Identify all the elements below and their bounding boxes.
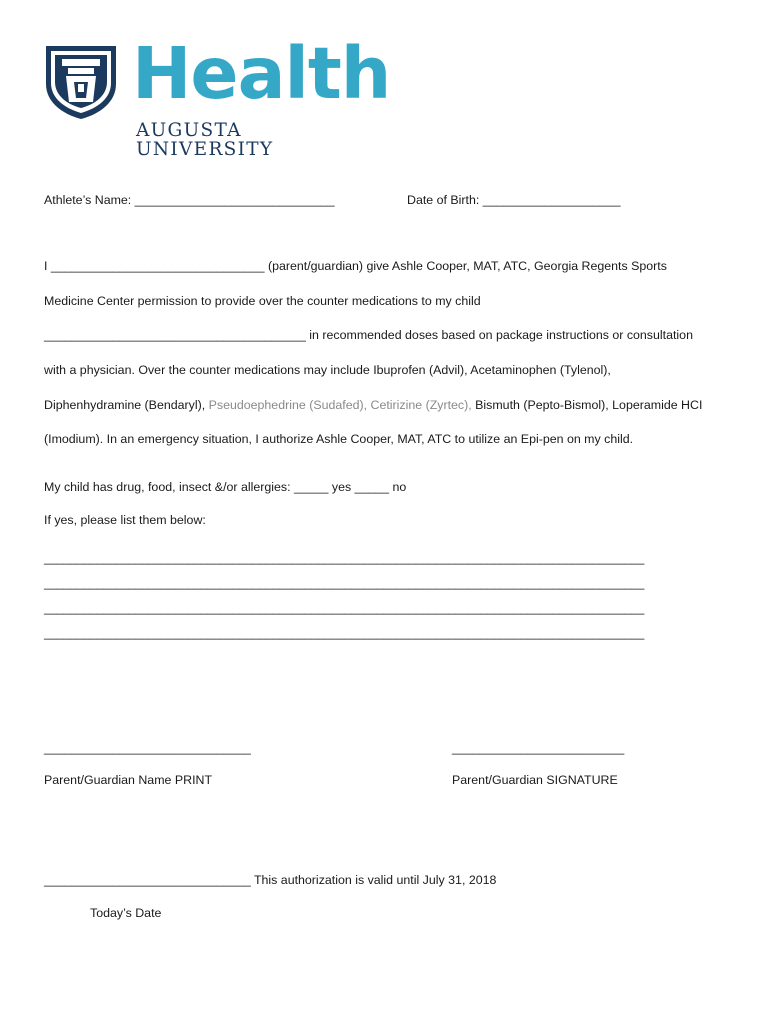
allergies-question[interactable]: My child has drug, food, insect &/or allergies: _____ yes _____ no (44, 480, 407, 494)
consent-line-4: with a physician. Over the counter medications may include Ibuprofen (Advil), Acetaminophen (Tylenol), (44, 363, 611, 377)
allergy-lines[interactable] (44, 546, 644, 646)
consent-line-2: Medicine Center permission to provide over the counter medications to my child (44, 294, 481, 308)
allergy-line[interactable]: ____________________________________________________________________________________________ (44, 601, 645, 615)
parent-print-label: Parent/Guardian Name PRINT (44, 773, 213, 787)
parent-signature-label: Parent/Guardian SIGNATURE (452, 773, 618, 787)
consent-line-3: ______________________________________ in recommended doses based on package instructions or consultation (44, 328, 693, 342)
todays-date-row (44, 873, 496, 887)
parent-print-line[interactable]: ______________________________ (44, 741, 251, 755)
todays-date-line[interactable]: ______________________________ (44, 873, 251, 887)
validity-text: This authorization is valid until July 31, 2018 (253, 873, 497, 887)
parent-signature-line[interactable]: _________________________ (452, 741, 625, 755)
medication-text-gray: Pseudoephedrine (Sudafed), Cetirizine (Zyrtec), (208, 398, 476, 412)
allergy-line[interactable]: ____________________________________________________________________________________________ (44, 576, 645, 590)
athlete-name-field[interactable]: Athlete’s Name: _____________________________ (44, 193, 335, 207)
consent-line-1: I _______________________________ (parent/guardian) give Ashle Cooper, MAT, ATC, Georgia Regents Sports (44, 259, 667, 273)
consent-line-5 (44, 398, 702, 412)
allergies-instruction: If yes, please list them below: (44, 513, 206, 527)
logo-subtitle: AUGUSTA UNIVERSITY (136, 120, 274, 160)
logo-wordmark: Health (132, 32, 391, 115)
tower-shield-icon (44, 44, 118, 120)
medication-text: Diphenhydramine (Bendaryl), (44, 398, 209, 412)
allergy-line[interactable]: ____________________________________________________________________________________________ (44, 626, 645, 640)
todays-date-label: Today’s Date (90, 906, 162, 920)
date-of-birth-field[interactable]: Date of Birth: ____________________ (407, 193, 621, 207)
consent-line-6: (Imodium). In an emergency situation, I authorize Ashle Cooper, MAT, ATC to utilize an Epi-pen on my child. (44, 432, 634, 446)
medication-text: Bismuth (Pepto-Bismol), Loperamide HCI (475, 398, 703, 412)
allergy-line[interactable]: ____________________________________________________________________________________________ (44, 551, 645, 565)
